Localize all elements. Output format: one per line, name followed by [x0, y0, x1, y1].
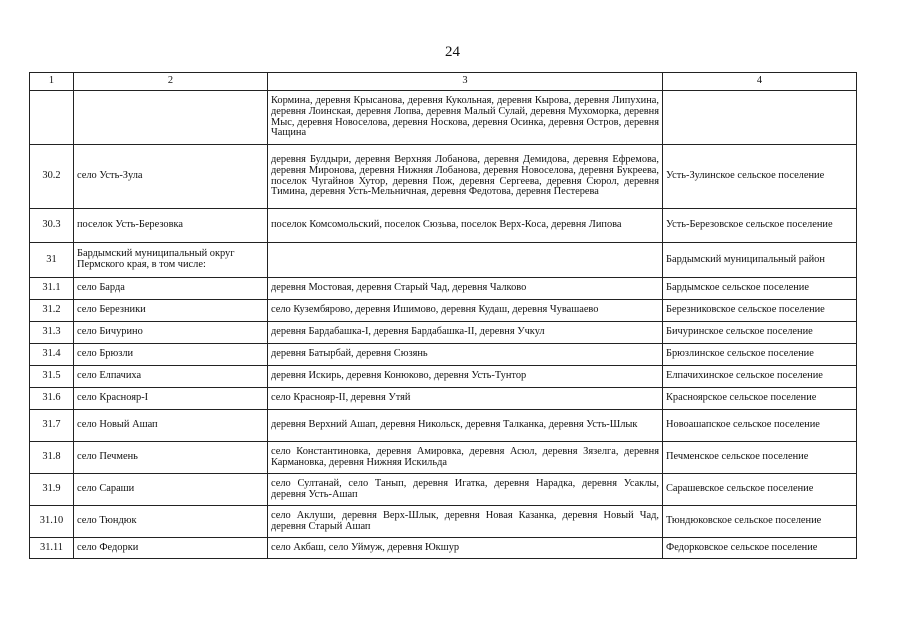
row-number: 31.3 [30, 322, 74, 344]
row-villages: село Краснояр-II, деревня Утяй [268, 388, 663, 410]
table-row [30, 243, 857, 278]
row-settlement: Тюндюковское сельское поселение [663, 506, 857, 538]
row-settlement: Бичуринское сельское поселение [663, 322, 857, 344]
row-settlement: Красноярское сельское поселение [663, 388, 857, 410]
row-settlement: Бардымское сельское поселение [663, 278, 857, 300]
row-settlement: Бардымский муниципальный район [663, 243, 857, 278]
row-number: 30.2 [30, 145, 74, 209]
table-row [30, 300, 857, 322]
row-villages [268, 243, 663, 278]
table-row [30, 442, 857, 474]
settlements-table [29, 72, 857, 559]
row-number: 31.6 [30, 388, 74, 410]
row-villages: село Аклуши, деревня Верх-Шлык, деревня Новая Казанка, деревня Новый Чад, деревня Старый Ашап [268, 506, 663, 538]
row-settlement: Брюзлинское сельское поселение [663, 344, 857, 366]
row-number: 31.10 [30, 506, 74, 538]
row-villages: деревня Булдыри, деревня Верхняя Лобанова, деревня Демидова, деревня Ефремова, деревня Миронова, деревня Нижняя Лобанова, деревня Новоселова, деревня Букреева, поселок Чугайнов Хутор, деревня Пож, деревня Сергеева, деревня Сюрол, деревня Тимина, деревня Усть-Мельничная, деревня Федотова, деревня Пестерева [268, 145, 663, 209]
table-row [30, 278, 857, 300]
row-number: 31.11 [30, 538, 74, 559]
row-number: 31 [30, 243, 74, 278]
row-number: 31.1 [30, 278, 74, 300]
table-row [30, 322, 857, 344]
row-villages: село Султанай, село Танып, деревня Игатка, деревня Нарадка, деревня Усаклы, деревня Усть-Ашап [268, 474, 663, 506]
row-number: 31.9 [30, 474, 74, 506]
row-number: 31.2 [30, 300, 74, 322]
row-name: село Брюзли [74, 344, 268, 366]
header-col-1: 1 [30, 73, 74, 91]
header-col-2: 2 [74, 73, 268, 91]
row-settlement: Усть-Зулинское сельское поселение [663, 145, 857, 209]
header-col-4: 4 [663, 73, 857, 91]
row-villages: деревня Мостовая, деревня Старый Чад, деревня Чалково [268, 278, 663, 300]
table-row [30, 209, 857, 243]
row-name: село Печмень [74, 442, 268, 474]
row-name: село Сараши [74, 474, 268, 506]
table-header-row [30, 73, 857, 91]
row-villages: деревня Батырбай, деревня Сюзянь [268, 344, 663, 366]
header-col-3: 3 [268, 73, 663, 91]
row-villages: село Константиновка, деревня Амировка, деревня Асюл, деревня Зязелга, деревня Кармановка, деревня Нижняя Искильда [268, 442, 663, 474]
table-row [30, 145, 857, 209]
row-name: село Краснояр-I [74, 388, 268, 410]
row-number: 31.7 [30, 410, 74, 442]
row-settlement: Федорковское сельское поселение [663, 538, 857, 559]
row-name: село Березники [74, 300, 268, 322]
table-row [30, 410, 857, 442]
table-row [30, 538, 857, 559]
row-villages: Кормина, деревня Крысанова, деревня Кукольная, деревня Кырова, деревня Липухина, деревня Лоинская, деревня Лопва, деревня Малый Сулай, деревня Мухоморка, деревня Мыс, деревня Новоселова, деревня Носкова, деревня Осинка, деревня Остров, деревня Чащина [268, 91, 663, 145]
row-name: Бардымский муниципальный округ Пермского края, в том числе: [74, 243, 268, 278]
row-villages: деревня Верхний Ашап, деревня Никольск, деревня Талканка, деревня Усть-Шлык [268, 410, 663, 442]
row-name [74, 91, 268, 145]
row-name: село Федорки [74, 538, 268, 559]
row-settlement: Печменское сельское поселение [663, 442, 857, 474]
row-villages: село Кузембярово, деревня Ишимово, деревня Кудаш, деревня Чувашаево [268, 300, 663, 322]
row-settlement: Елпачихинское сельское поселение [663, 366, 857, 388]
row-settlement: Березниковское сельское поселение [663, 300, 857, 322]
row-number: 31.4 [30, 344, 74, 366]
row-settlement: Новоашапское сельское поселение [663, 410, 857, 442]
table-row [30, 388, 857, 410]
row-name: село Тюндюк [74, 506, 268, 538]
row-name: село Новый Ашап [74, 410, 268, 442]
row-villages: деревня Бардабашка-I, деревня Бардабашка-II, деревня Учкул [268, 322, 663, 344]
table-row [30, 91, 857, 145]
row-settlement [663, 91, 857, 145]
row-number: 31.8 [30, 442, 74, 474]
row-name: село Бичурино [74, 322, 268, 344]
row-villages: деревня Искирь, деревня Конюково, деревня Усть-Тунтор [268, 366, 663, 388]
row-name: село Елпачиха [74, 366, 268, 388]
table-row [30, 506, 857, 538]
row-number [30, 91, 74, 145]
page-number: 24 [445, 44, 460, 60]
row-name: поселок Усть-Березовка [74, 209, 268, 243]
row-number: 30.3 [30, 209, 74, 243]
row-name: село Усть-Зула [74, 145, 268, 209]
row-villages: поселок Комсомольский, поселок Сюзьва, поселок Верх-Коса, деревня Липова [268, 209, 663, 243]
row-name: село Барда [74, 278, 268, 300]
row-villages: село Акбаш, село Уймуж, деревня Юкшур [268, 538, 663, 559]
table-row [30, 344, 857, 366]
row-settlement: Усть-Березовское сельское поселение [663, 209, 857, 243]
table-row [30, 474, 857, 506]
row-number: 31.5 [30, 366, 74, 388]
row-settlement: Сарашевское сельское поселение [663, 474, 857, 506]
table-row [30, 366, 857, 388]
